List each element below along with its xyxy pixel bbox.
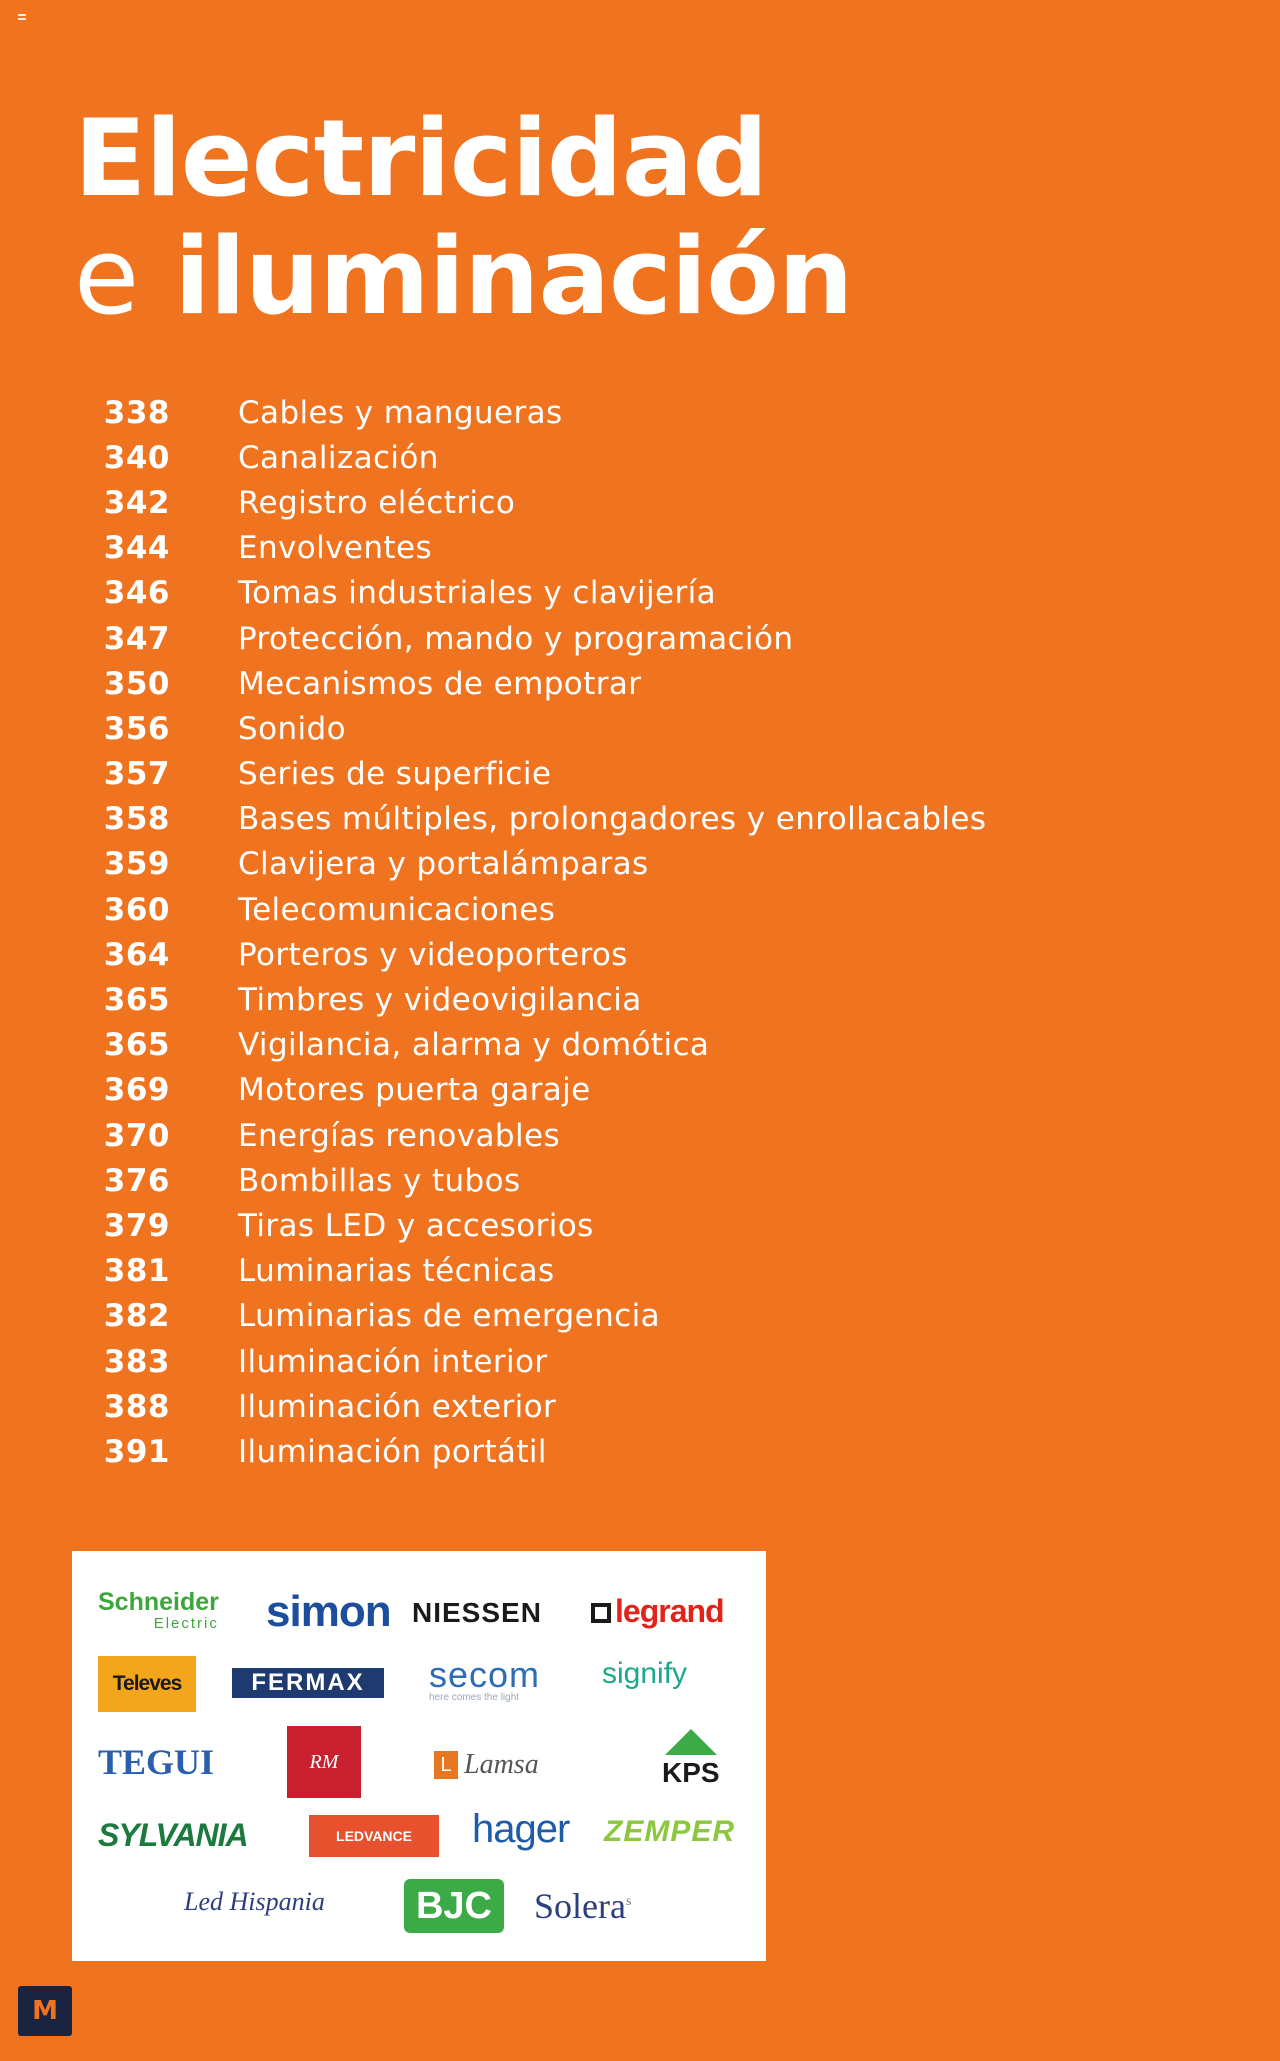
tegui-logo: TEGUI (98, 1742, 215, 1782)
schneider-logo-sub: Electric (153, 1615, 219, 1632)
toc-page-number: 358 (103, 801, 170, 838)
toc-label: Mecanismos de empotrar (238, 665, 642, 702)
lamsa-logo-name: Lamsa (464, 1749, 539, 1780)
toc-row (90, 1294, 1090, 1339)
toc-label: Cables y mangueras (238, 394, 563, 431)
simon-logo: simon (266, 1587, 391, 1636)
table-of-contents (90, 390, 1090, 1475)
secom-logo-tagline: here comes the light (429, 1692, 520, 1703)
toc-page-number: 370 (103, 1117, 170, 1154)
toc-page-number: 340 (103, 439, 170, 476)
toc-label: Porteros y videoporteros (238, 936, 628, 973)
brand-logos-panel (72, 1551, 766, 1961)
solera-mark-icon: s (625, 1894, 632, 1909)
title-line1: Electricidad (74, 97, 768, 220)
toc-row (90, 752, 1090, 797)
toc-page-number: 391 (103, 1433, 170, 1470)
toc-row (90, 526, 1090, 571)
toc-row (90, 616, 1090, 661)
toc-page-number: 347 (103, 620, 170, 657)
toc-page-number: 359 (103, 846, 170, 883)
toc-row (90, 1203, 1090, 1248)
toc-row (90, 1249, 1090, 1294)
toc-page-number: 357 (103, 756, 170, 793)
menu-icon (18, 14, 26, 20)
toc-label: Tiras LED y accesorios (238, 1207, 594, 1244)
legrand-logo (591, 1593, 724, 1630)
toc-label: Bases múltiples, prolongadores y enrollacables (238, 801, 987, 838)
toc-page-number: 379 (103, 1207, 170, 1244)
kps-logo-name: KPS (662, 1757, 720, 1788)
niessen-logo: NIESSEN (412, 1597, 542, 1628)
toc-label: Canalización (238, 439, 439, 476)
toc-row (90, 977, 1090, 1022)
zemper-logo: ZEMPER (604, 1815, 736, 1848)
lamsa-l-icon: L (434, 1751, 458, 1779)
signify-logo-name: signify (602, 1657, 688, 1690)
toc-row (90, 480, 1090, 525)
toc-label: Luminarias técnicas (238, 1253, 555, 1290)
bjc-logo: BJC (404, 1879, 504, 1933)
title-connector: e (74, 215, 139, 338)
legrand-logo-name: legrand (615, 1593, 724, 1629)
toc-row (90, 1068, 1090, 1113)
toc-label: Tomas industriales y clavijería (238, 575, 717, 612)
toc-row (90, 797, 1090, 842)
signify-logo (602, 1657, 687, 1691)
toc-row (90, 1339, 1090, 1384)
toc-row (90, 435, 1090, 480)
toc-row (90, 1158, 1090, 1203)
toc-page-number: 382 (103, 1298, 170, 1335)
toc-page-number: 364 (103, 936, 170, 973)
toc-row (90, 571, 1090, 616)
kps-logo (662, 1729, 720, 1789)
toc-label: Clavijera y portalámparas (238, 846, 649, 883)
toc-label: Registro eléctrico (238, 484, 516, 521)
toc-row (90, 887, 1090, 932)
televes-logo: Televes (98, 1656, 196, 1712)
secom-logo-name: secom (429, 1654, 541, 1695)
toc-row (90, 706, 1090, 751)
toc-label: Iluminación exterior (238, 1388, 557, 1425)
toc-label: Energías renovables (238, 1117, 561, 1154)
toc-label: Sonido (238, 710, 346, 747)
toc-page-number: 376 (103, 1162, 170, 1199)
ledvance-logo: LEDVANCE (309, 1815, 439, 1857)
toc-row (90, 1023, 1090, 1068)
toc-label: Luminarias de emergencia (238, 1298, 660, 1335)
fermax-logo: FERMAX (232, 1668, 384, 1698)
toc-label: Telecomunicaciones (238, 891, 556, 928)
solera-logo (534, 1885, 631, 1927)
rm-logo: RM (287, 1726, 361, 1798)
m-badge: M (18, 1986, 72, 2036)
toc-page-number: 383 (103, 1343, 170, 1380)
toc-label: Bombillas y tubos (238, 1162, 521, 1199)
toc-page-number: 350 (103, 665, 170, 702)
legrand-square-icon (591, 1603, 611, 1623)
kps-roof-icon (665, 1729, 717, 1755)
toc-row (90, 1429, 1090, 1474)
hager-logo: hager (472, 1807, 570, 1851)
toc-label: Iluminación interior (238, 1343, 548, 1380)
ledhispania-logo: Led Hispania (184, 1887, 325, 1916)
schneider-logo-name: Schneider (98, 1588, 219, 1616)
toc-label: Iluminación portátil (238, 1433, 547, 1470)
toc-label: Envolventes (238, 530, 433, 567)
toc-page-number: 365 (103, 982, 170, 1019)
toc-label: Motores puerta garaje (238, 1072, 591, 1109)
solera-logo-name: Solera (534, 1886, 626, 1926)
toc-page-number: 342 (103, 484, 170, 521)
toc-row (90, 390, 1090, 435)
toc-page-number: 346 (103, 575, 170, 612)
toc-page-number: 338 (103, 394, 170, 431)
toc-label: Protección, mando y programación (238, 620, 794, 657)
toc-row (90, 661, 1090, 706)
toc-label: Vigilancia, alarma y domótica (238, 1027, 710, 1064)
sylvania-logo: SYLVANIA (98, 1817, 248, 1853)
toc-page-number: 365 (103, 1027, 170, 1064)
toc-page-number: 360 (103, 891, 170, 928)
toc-row (90, 842, 1090, 887)
toc-label: Series de superficie (238, 756, 552, 793)
toc-page-number: 381 (103, 1253, 170, 1290)
toc-page-number: 369 (103, 1072, 170, 1109)
toc-row (90, 1113, 1090, 1158)
title-line2: iluminación (174, 215, 853, 338)
toc-row (90, 1384, 1090, 1429)
secom-logo (429, 1654, 540, 1703)
page-title (74, 97, 853, 338)
schneider-logo (98, 1588, 219, 1635)
toc-row (90, 932, 1090, 977)
toc-page-number: 388 (103, 1388, 170, 1425)
toc-page-number: 356 (103, 710, 170, 747)
toc-page-number: 344 (103, 530, 170, 567)
toc-label: Timbres y videovigilancia (238, 982, 642, 1019)
lamsa-logo (434, 1749, 539, 1781)
